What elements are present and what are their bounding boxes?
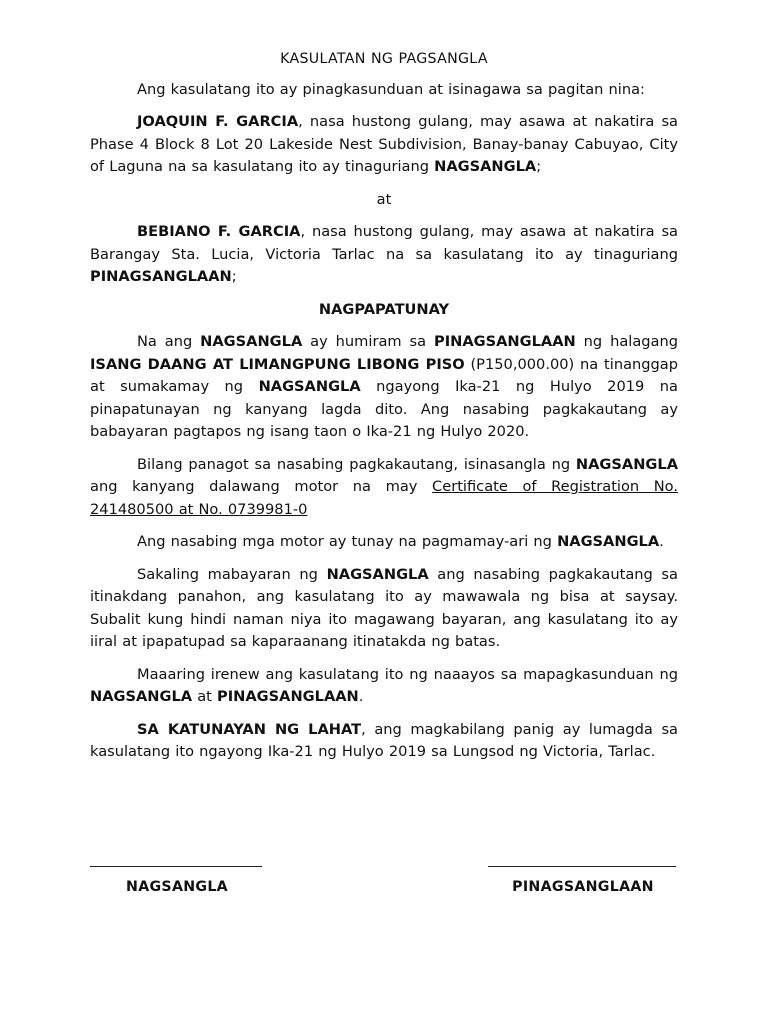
party2-name: BEBIANO F. GARCIA <box>137 223 301 240</box>
loan-paragraph <box>90 331 678 444</box>
party1-name: JOAQUIN F. GARCIA <box>137 113 299 130</box>
collateral-paragraph <box>90 454 678 522</box>
signature-block-lender <box>488 866 676 895</box>
party2-end: ; <box>231 268 237 285</box>
ownership-text-2: . <box>659 533 664 550</box>
loan-text-3: ng halagang <box>575 333 679 350</box>
renewal-paragraph <box>90 664 678 709</box>
loan-text-2: ay humiram sa <box>302 333 435 350</box>
party2-paragraph <box>90 221 678 289</box>
payment-borrower: NAGSANGLA <box>326 565 429 583</box>
party1-role: NAGSANGLA <box>434 158 537 175</box>
ownership-borrower: NAGSANGLA <box>557 533 660 550</box>
collateral-text-1: Bilang panagot sa nasabing pagkakautang, isinasangla ng <box>137 455 576 473</box>
intro-paragraph: Ang kasulatang ito ay pinagkasunduan at isinagawa sa pagitan nina: <box>137 80 645 98</box>
party1-end: ; <box>536 158 542 175</box>
document-body <box>90 48 678 774</box>
renewal-text-3: . <box>358 688 364 705</box>
loan-text-4: (P150,000.00) na tinanggap at sumakamay ng <box>90 355 678 395</box>
loan-borrower-1: NAGSANGLA <box>200 333 303 350</box>
signature-line-borrower <box>90 866 262 867</box>
signature-line-lender <box>488 866 676 867</box>
party1-paragraph <box>90 111 678 179</box>
ownership-paragraph <box>90 531 678 554</box>
attestation-text: , ang magkabilang panig ay lumagda sa kasulatang ito ngayong Ika-21 ng Hulyo 2019 sa Lungsod ng Victoria, Tarlac. <box>90 720 678 760</box>
collateral-text-2: ang kanyang dalawang motor na may <box>90 478 433 495</box>
payment-text-1: Sakaling mabayaran ng <box>137 565 327 583</box>
loan-lender: PINAGSANGLAAN <box>434 333 576 350</box>
loan-borrower-2: NAGSANGLA <box>258 378 361 395</box>
attestation-heading: SA KATUNAYAN NG LAHAT <box>137 720 362 738</box>
renewal-text-2: at <box>192 688 218 705</box>
section-heading: NAGPAPATUNAY <box>318 300 450 318</box>
payment-paragraph <box>90 564 678 654</box>
party1-description: , nasa hustong gulang, may asawa at nakatira sa Phase 4 Block 8 Lot 20 Lakeside Nest Subdivision, Banay-banay Cabuyao, City of Laguna na sa kasulatang ito ay tinaguriang <box>90 113 678 175</box>
conjunction: at <box>376 190 392 208</box>
collateral-borrower: NAGSANGLA <box>575 455 678 473</box>
party2-description: , nasa hustong gulang, may asawa at nakatira sa Barangay Sta. Lucia, Victoria Tarlac na sa kasulatang ito ay tinaguriang <box>90 223 678 263</box>
renewal-lender: PINAGSANGLAAN <box>217 688 359 705</box>
attestation-paragraph <box>90 719 678 764</box>
party2-role: PINAGSANGLAAN <box>90 268 232 285</box>
loan-text-5: ngayong Ika-21 ng Hulyo 2019 na pinapatunayan ng kanyang lagda dito. Ang nasabing pagkakautang ay babayaran pagtapos ng isang taon o Ika-21 ng Hulyo 2020. <box>90 378 678 440</box>
renewal-text-1: Maaaring irenew ang kasulatang ito ng naaayos sa mapagkasunduan ng <box>137 665 678 683</box>
document-title: KASULATAN NG PAGSANGLA <box>280 51 488 67</box>
renewal-borrower: NAGSANGLA <box>90 688 193 705</box>
loan-text-1: Na ang <box>137 333 201 350</box>
registration-numbers: Certificate of Registration No. 241480500 at No. 0739981-0 <box>90 478 678 518</box>
payment-text-2: ang nasabing pagkakautang sa itinakdang panahon, ang kasulatang ito ay mawawala ng bisa at saysay. Subalit kung hindi naman niya ito magawang bayaran, ang kasulatang ito ay iiral at ipapatupad sa kaparaanang itinatakda ng batas. <box>90 565 678 650</box>
signature-label-lender: PINAGSANGLAAN <box>512 879 654 895</box>
signature-block-borrower <box>90 866 262 895</box>
ownership-text-1: Ang nasabing mga motor ay tunay na pagmamay-ari ng <box>137 533 558 550</box>
signature-label-borrower: NAGSANGLA <box>126 879 228 895</box>
loan-amount-words: ISANG DAANG AT LIMANGPUNG LIBONG PISO <box>90 355 465 373</box>
